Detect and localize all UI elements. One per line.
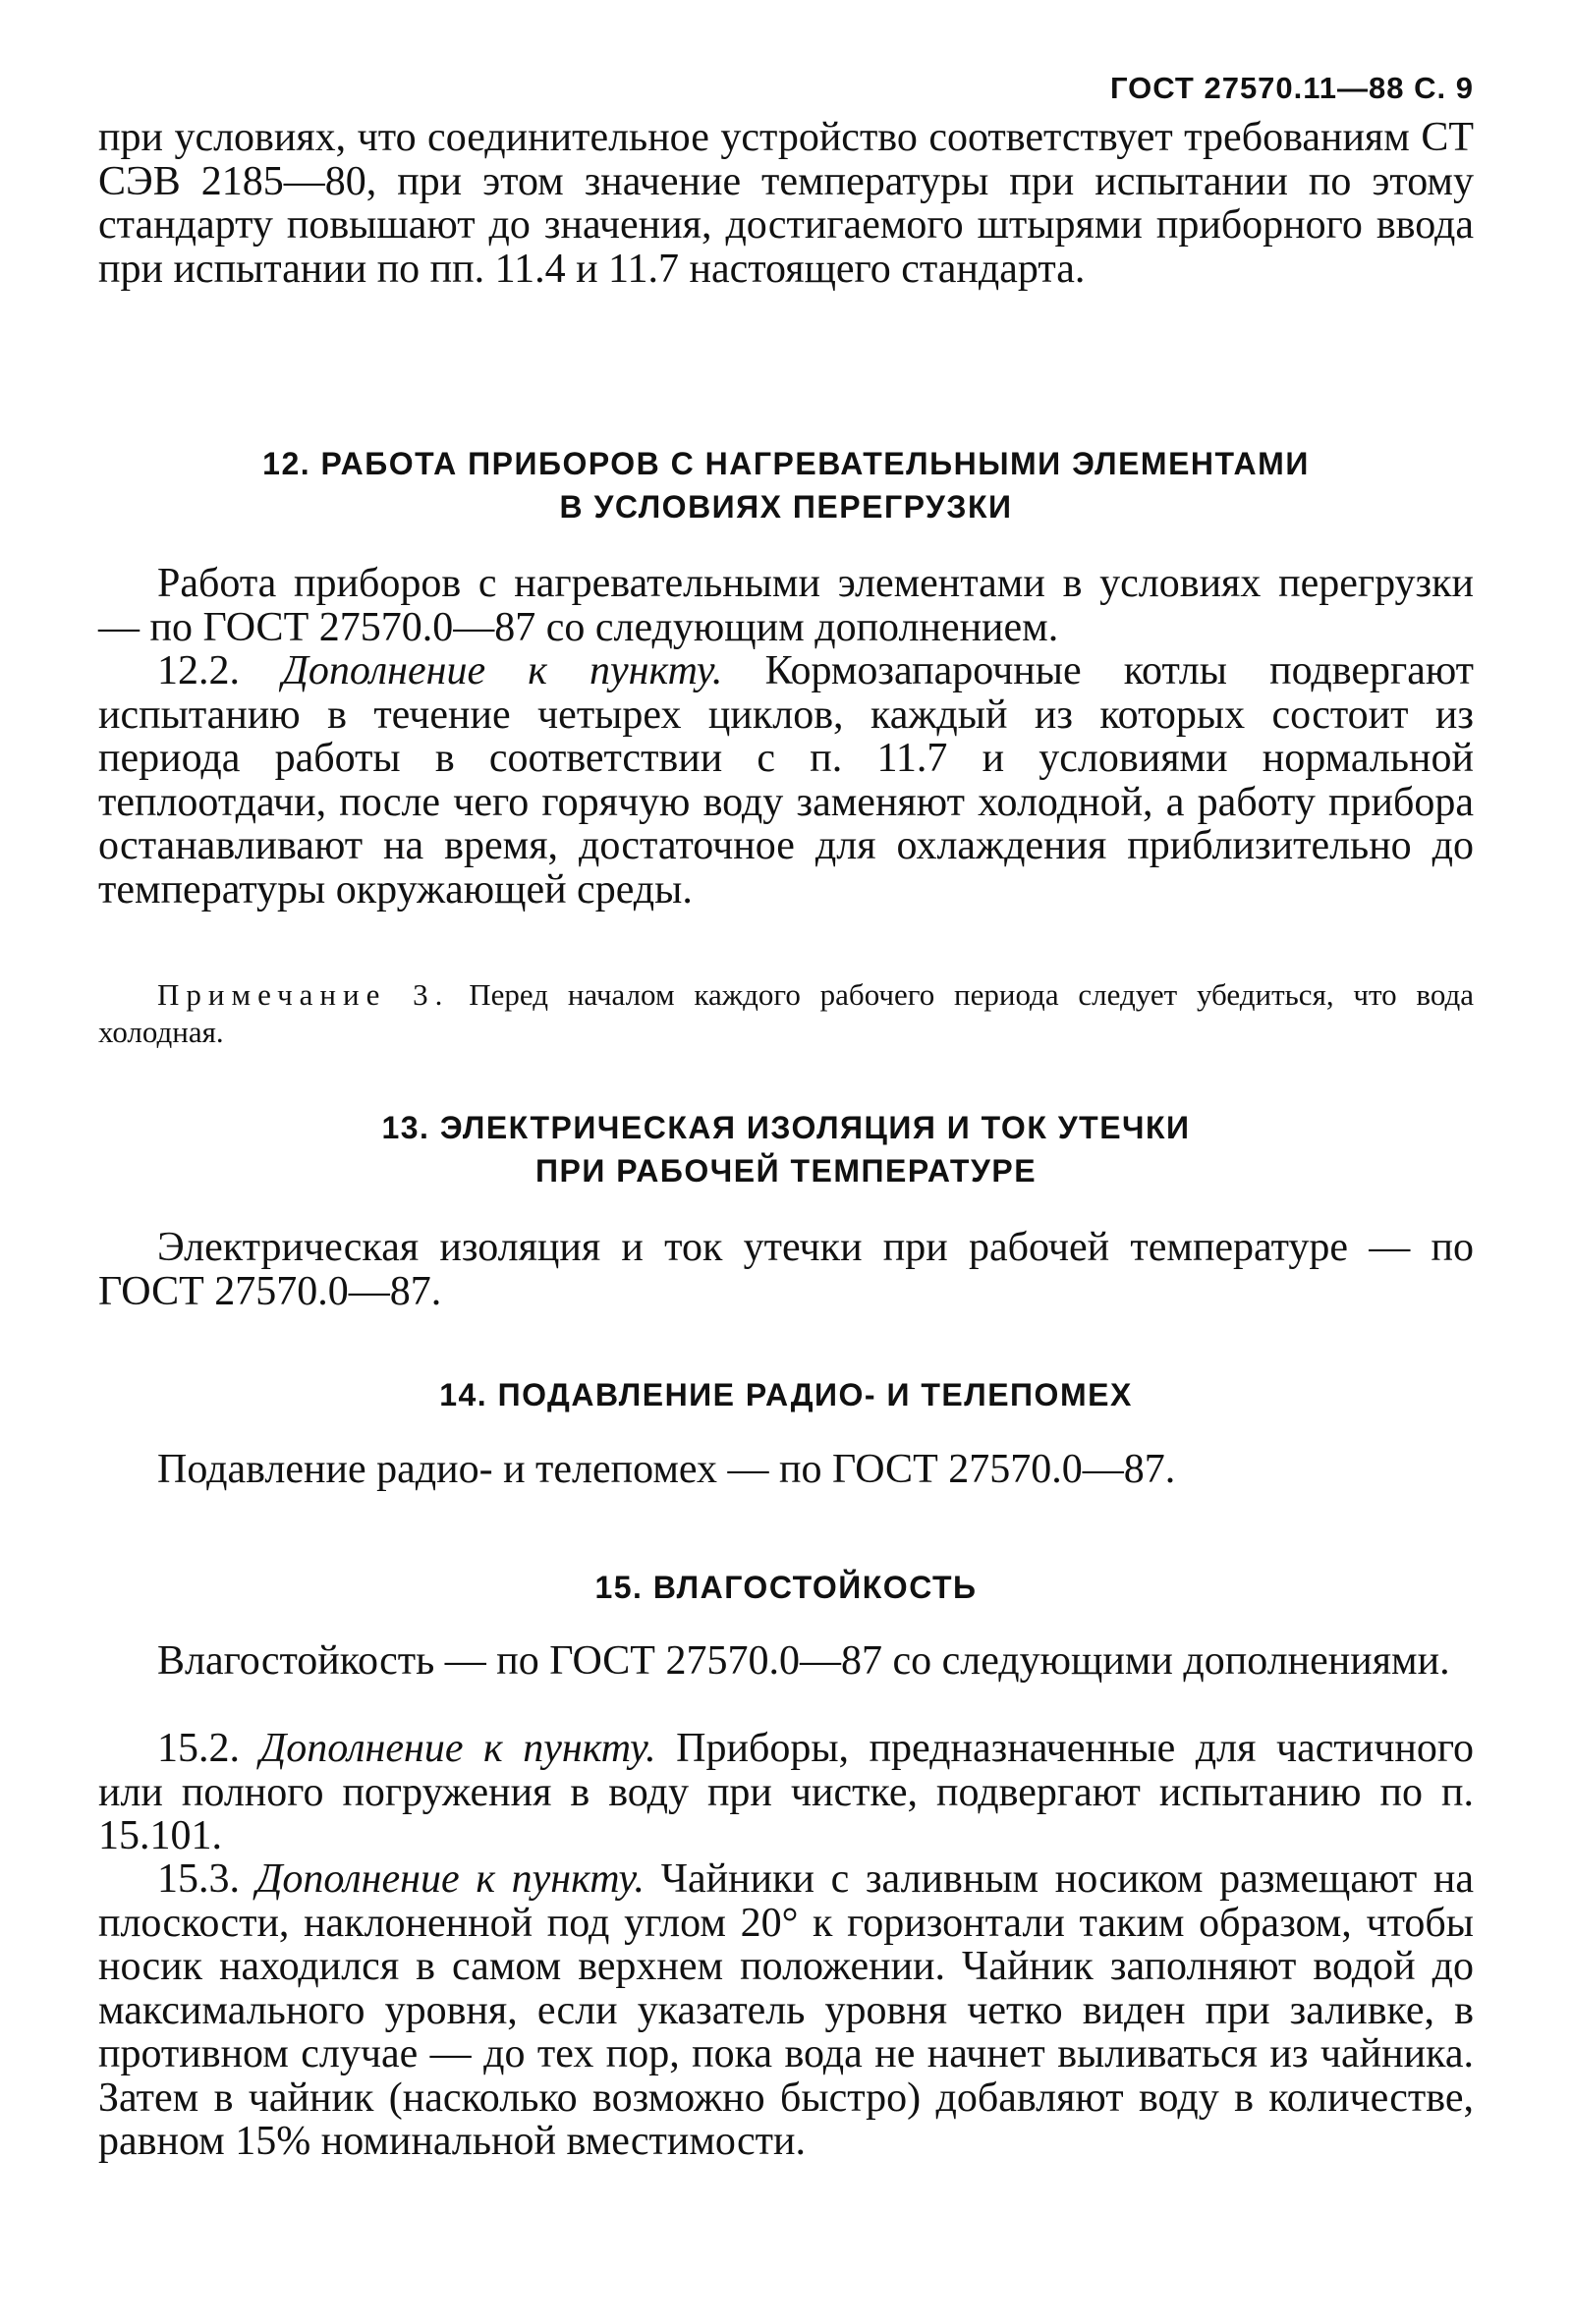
section-13-heading-line2: ПРИ РАБОЧЕЙ ТЕМПЕРАТУРЕ bbox=[534, 1153, 1038, 1189]
section-15-item-3-label: Дополнение к пункту. bbox=[255, 1856, 646, 1902]
continuation-paragraph: при условиях, что соединительное устройство соответствует требованиям СТ СЭВ 2185—80, при этом значение температуры при испытании по этому стандарту повышают до значения, достигаемого штырями приборного ввода при испытании по пп. 11.4 и 11.7 настоящего стандарта. bbox=[98, 115, 1474, 292]
section-15-item-2-label: Дополнение к пункту. bbox=[259, 1726, 656, 1771]
section-14-text: Подавление радио- и телепомех — по ГОСТ 27570.0—87. bbox=[157, 1447, 1176, 1492]
section-13-text: Электрическая изоляция и ток утечки при рабочей температуре — по ГОСТ 27570.0—87. bbox=[98, 1225, 1474, 1314]
section-13-heading bbox=[98, 1106, 1474, 1192]
section-12-item-2-text: Кормозапарочные котлы подвергают испытанию в течение четырех циклов, каждый из которых состоит из периода работы в соответствии с п. 11.7 и условиями нормальной теплоотдачи, после чего горячую воду заменяют холодной, а работу прибора останавливают на время, достаточное для охлаждения приблизительно до температуры окружающей среды. bbox=[98, 648, 1475, 913]
section-12-item-2-number: 12.2. bbox=[157, 648, 240, 693]
section-15-item-3-number: 15.3. bbox=[157, 1856, 240, 1902]
section-15-item-2 bbox=[98, 1727, 1474, 1858]
section-12-heading bbox=[98, 442, 1474, 528]
section-12-note bbox=[98, 976, 1474, 1051]
section-12-intro: Работа приборов с нагревательными элементами в условиях перегрузки — по ГОСТ 27570.0—87 со следующим дополнением. bbox=[98, 561, 1474, 650]
section-15-heading: 15. ВЛАГОСТОЙКОСТЬ bbox=[594, 1570, 978, 1605]
section-15-intro: Влагостойкость — по ГОСТ 27570.0—87 со следующими дополнениями. bbox=[157, 1638, 1450, 1684]
section-14-heading: 14. ПОДАВЛЕНИЕ РАДИО- И ТЕЛЕПОМЕХ bbox=[439, 1377, 1133, 1412]
section-15-item-3-text: Чайники с заливным носиком размещают на плоскости, наклоненной под углом 20° к горизонтали таким образом, чтобы носик находился в самом верхнем положении. Чайник заполняют водой до максимального уровня, если указатель уровня четко виден при заливке, в противном случае — до тех пор, пока вода не начнет выливаться из чайника. Затем в чайник (насколько возможно быстро) добавляют воду в количестве, равном 15% номинальной вместимости. bbox=[98, 1856, 1474, 2164]
section-12-heading-line2: В УСЛОВИЯХ ПЕРЕГРУЗКИ bbox=[559, 489, 1013, 525]
note-text: Перед началом каждого рабочего периода следует убедиться, что вода холодная. bbox=[98, 977, 1474, 1049]
section-13-heading-line1: 13. ЭЛЕКТРИЧЕСКАЯ ИЗОЛЯЦИЯ И ТОК УТЕЧКИ bbox=[381, 1110, 1191, 1145]
section-12-item-2 bbox=[98, 649, 1474, 912]
document-page bbox=[98, 71, 1474, 2291]
section-15-item-2-text: Приборы, предназначенные для частичного или полного погружения в воду при чистке, подвергают испытанию по п. 15.101. bbox=[98, 1726, 1474, 1858]
page-header: ГОСТ 27570.11—88 С. 9 bbox=[1110, 71, 1474, 105]
section-12-item-2-label: Дополнение к пункту. bbox=[282, 648, 723, 693]
section-15-item-2-number: 15.2. bbox=[157, 1726, 240, 1771]
section-12-heading-line1: 12. РАБОТА ПРИБОРОВ С НАГРЕВАТЕЛЬНЫМИ ЭЛЕМЕНТАМИ bbox=[262, 446, 1310, 481]
section-15-item-3 bbox=[98, 1857, 1474, 2164]
note-label: Примечание 3. bbox=[157, 977, 450, 1012]
